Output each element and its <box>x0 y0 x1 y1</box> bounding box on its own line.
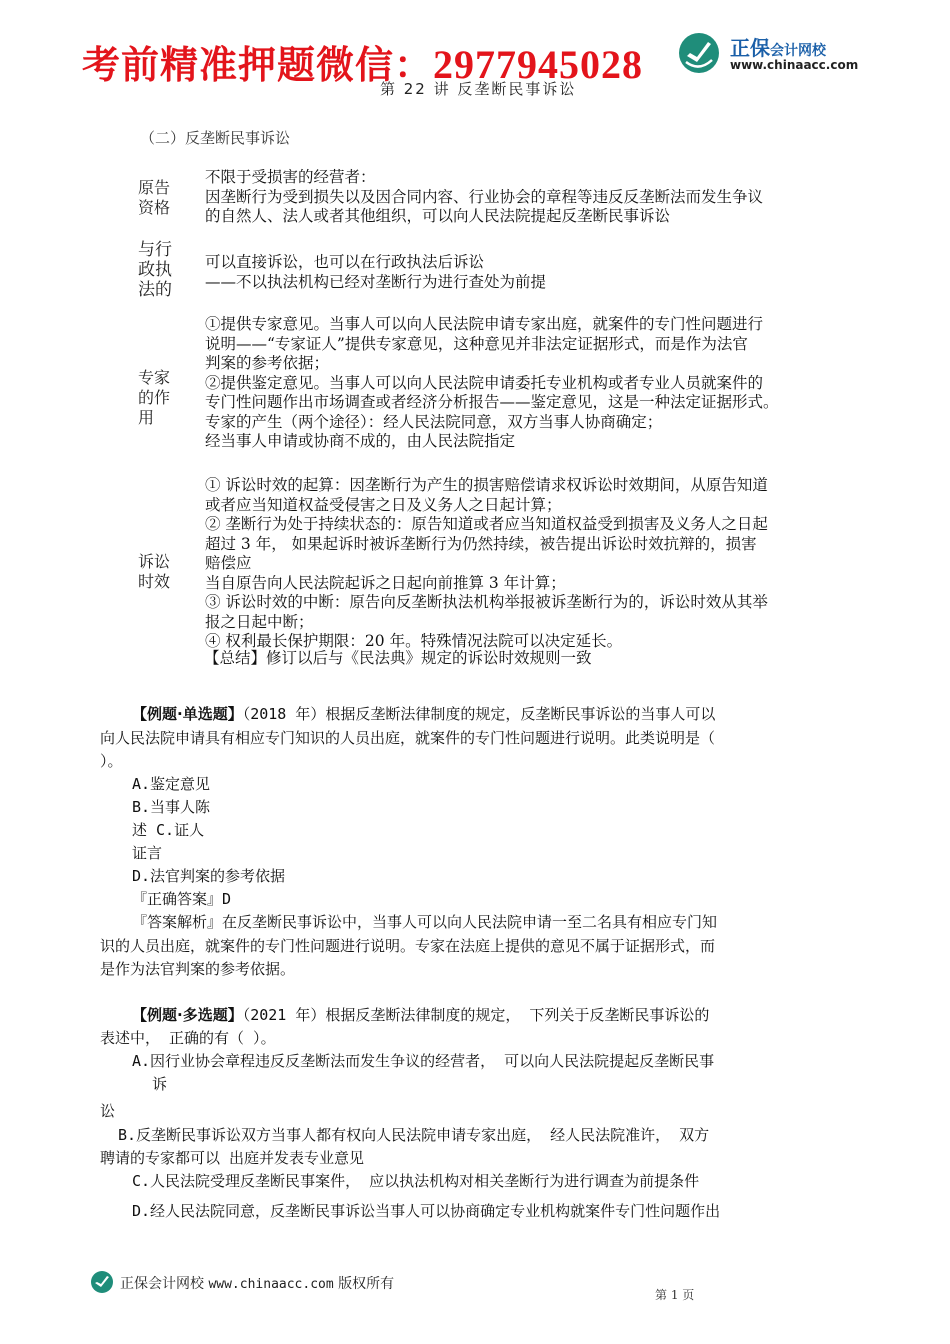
q2-option-a1: A.因行业协会章程违反反垄断法而发生争议的经营者， 可以向人民法院提起反垄断民事 <box>132 1052 715 1070</box>
footer-url: www.chinaacc.com <box>208 1277 334 1292</box>
q2-option-a2: 诉 <box>152 1075 168 1093</box>
logo-url: www.chinaacc.com <box>730 58 859 72</box>
q1-option-a: A.鉴定意见 <box>132 775 211 793</box>
q1-tag: 【例题·单选题】 <box>132 705 243 723</box>
row-label-admin: 与行政执法的 <box>138 240 172 300</box>
footer-rights: 版权所有 <box>338 1276 395 1292</box>
q1-answer: 『正确答案』D <box>132 890 232 908</box>
q1-analysis-2: 识的人员出庭，就案件的专门性问题进行说明。专家在法庭上提供的意见不属于证据形式，而 <box>100 937 716 955</box>
footer-logo-icon <box>90 1270 114 1294</box>
footer-brand: 正保会计网校 <box>120 1276 204 1292</box>
q1-analysis-1: 『答案解析』在反垄断民事诉讼中，当事人可以向人民法院申请一至二名具有相应专门知 <box>132 913 718 931</box>
row-label-limitation: 诉讼时效 <box>138 552 171 591</box>
row-label-expert: 专家的作用 <box>138 368 171 427</box>
q1-option-d: D.法官判案的参考依据 <box>132 867 286 885</box>
q2-option-b2: 聘请的专家都可以 出庭并发表专业意见 <box>100 1149 365 1167</box>
logo-name: 正保 <box>730 36 770 60</box>
q2-line1: 【例题·多选题】（2021 年）根据反垄断法律制度的规定， 下列关于反垄断民事诉讼的 <box>132 1006 710 1024</box>
row-content-expert: ①提供专家意见。当事人可以向人民法院申请专家出庭，就案件的专门性问题进行 说明——“专家证人”提供专家意见，这种意见并非法定证据形式，而是作为法官 判案的参考依据； ②提供鉴定意见。当事人可以向人民法院申请委托专业机构或者专业人员就案件的 专门性问题作出市场调查或者经济分析报告——鉴定意见，这是一种法定证据形式。 专家的产生（两个途径）：经人民法院同意，双方当事人协商确定； 经当事人申请或协商不成的，由人民法院指定 <box>205 315 779 450</box>
q2-tag: 【例题·多选题】 <box>132 1006 243 1024</box>
q1-line2: 向人民法院申请具有相应专门知识的人员出庭，就案件的专门性问题进行说明。此类说明是（ <box>100 729 716 747</box>
promo-number: 2977945028 <box>433 42 644 87</box>
q2-option-b1: B.反垄断民事诉讼双方当事人都有权向人民法院申请专家出庭， 经人民法院准许， 双方 <box>118 1126 710 1144</box>
page-number-cut: 第 1 页 <box>655 1288 695 1302</box>
q1-option-b: B.当事人陈 <box>132 798 211 816</box>
cut-off-section-title: （二）反垄断民事诉讼 <box>140 129 291 147</box>
q1-analysis-3: 是作为法官判案的参考依据。 <box>100 960 296 978</box>
row-content-plaintiff: 不限于受损害的经营者： 因垄断行为受到损失以及因合同内容、行业协会的章程等违反反垄断法而发生争议 的自然人、法人或者其他组织，可以向人民法院提起反垄断民事诉讼 <box>205 168 764 225</box>
cut-off-summary: 【总结】修订以后与《民法典》规定的诉讼时效规则一致 <box>204 649 592 667</box>
promo-text: 考前精准押题微信： <box>82 43 434 87</box>
q1-line3: ）。 <box>100 752 123 770</box>
row-content-admin: 可以直接诉讼，也可以在行政执法后诉讼 ——不以执法机构已经对垄断行为进行查处为前提 <box>205 253 547 291</box>
logo-sub: 会计网校 <box>770 43 826 59</box>
cut-off-lecture-title: 第 22 讲 反垄断民事诉讼 <box>380 80 577 98</box>
q2-option-c: C.人民法院受理反垄断民事案件， 应以执法机构对相关垄断行为进行调查为前提条件 <box>132 1172 700 1190</box>
q2-option-a3: 讼 <box>100 1102 116 1120</box>
q2-line2: 表述中， 正确的有（ ）。 <box>100 1029 276 1047</box>
chinaacc-logo <box>678 30 878 78</box>
q2-option-d-cut: D.经人民法院同意，反垄断民事诉讼当事人可以协商确定专业机构就案件专门性问题作出 <box>132 1202 721 1220</box>
logo-emblem-icon <box>678 32 720 74</box>
row-content-limitation: ① 诉讼时效的起算：因垄断行为产生的损害赔偿请求权诉讼时效期间，从原告知道 或者应当知道权益受侵害之日及义务人之日起计算； ② 垄断行为处于持续状态的：原告知道或者应当知道权益受到损害及义务人之日起 超过 3 年， 如果起诉时被诉垄断行为仍然持续，被告提出诉讼时效抗辩的，损害 赔偿应 当自原告向人民法院起诉之日起向前推算 3 年计算； ③ 诉讼时效的中断：原告向反垄断执法机构举报被诉垄断行为的，诉讼时效从其举 报之日起中断； ④ 权利最长保护期限：20 年。特殊情况法院可以决定延长。 <box>205 476 768 650</box>
row-label-plaintiff: 原告资格 <box>138 178 171 217</box>
q1-line1: 【例题·单选题】（2018 年）根据反垄断法律制度的规定，反垄断民事诉讼的当事人可以 <box>132 705 716 723</box>
q1-option-b2: 述 C.证人 <box>132 821 205 839</box>
footer-text <box>120 1273 394 1293</box>
q1-option-c2: 证言 <box>132 844 163 862</box>
